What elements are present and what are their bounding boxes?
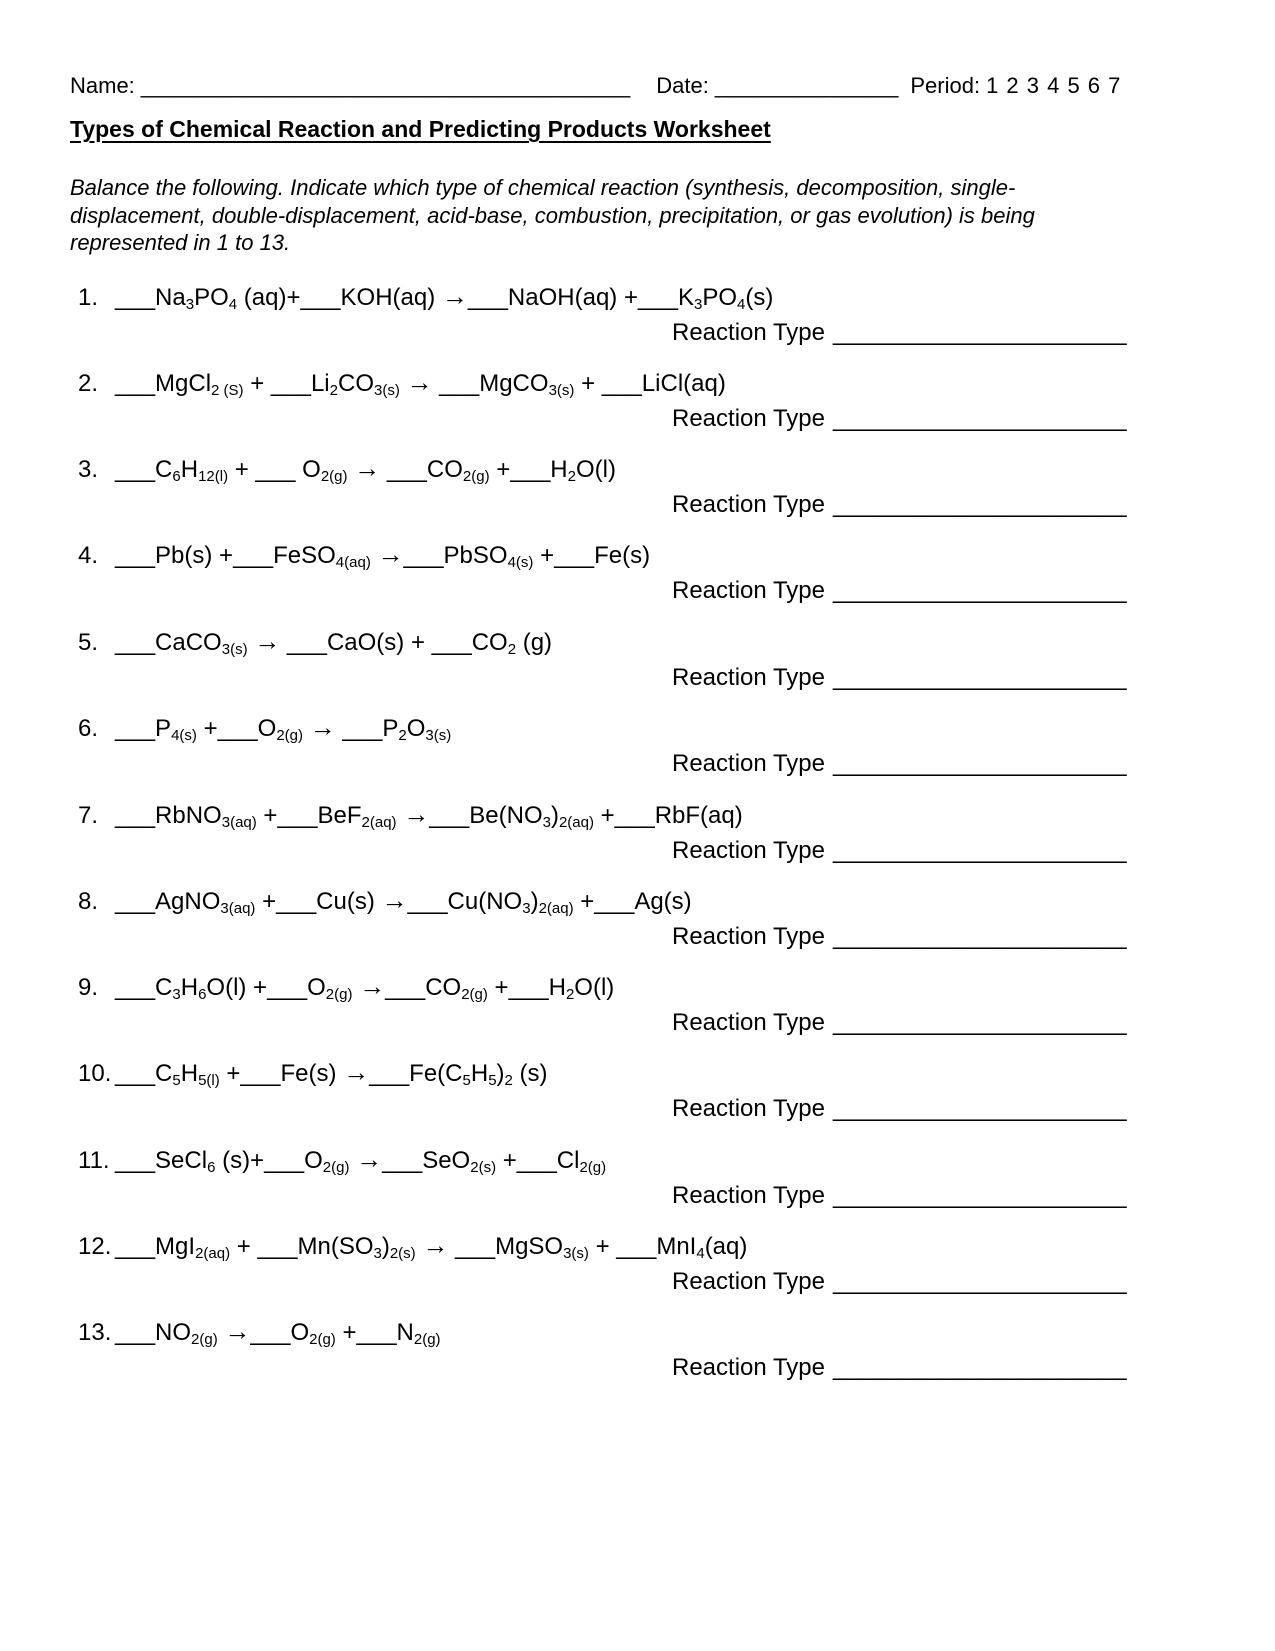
formula-subscript: 2(g) [461, 986, 488, 1003]
equation [70, 1316, 1210, 1351]
reaction-type-blank-line: ______________________ [833, 1268, 1127, 1295]
formula-subscript: 2(aq) [195, 1245, 231, 1262]
formula-subscript: 2(g) [579, 1159, 607, 1176]
formula-text: H [180, 456, 199, 483]
formula-subscript: 2(s) [389, 1245, 416, 1262]
formula-subscript: 3(s) [563, 1245, 589, 1262]
question-number: 8. [78, 888, 99, 915]
formula-subscript: 2(g) [325, 986, 353, 1003]
reaction-type-row [70, 1353, 1210, 1383]
formula-subscript: 12(l) [198, 468, 229, 485]
equation [70, 1144, 1210, 1179]
reaction-type-label: Reaction Type [672, 923, 825, 950]
formula-subscript: 3(aq) [220, 900, 256, 917]
question-number: 4. [78, 542, 99, 569]
formula-text: + ___MnI [588, 1233, 697, 1260]
question-number: 13. [78, 1319, 112, 1346]
formula-subscript: 3 [694, 296, 703, 313]
arrow-icon: → [254, 626, 281, 656]
formula-text: CO [337, 370, 374, 397]
reaction-type-blank-line: ______________________ [833, 1354, 1127, 1381]
formula-text: (g) [516, 629, 553, 656]
formula-text: PO [194, 284, 229, 311]
arrow-icon: → [309, 712, 336, 742]
formula-subscript: 3(s) [373, 382, 400, 399]
formula-subscript: 5(l) [198, 1072, 220, 1089]
question-number: 10. [78, 1060, 112, 1087]
formula-subscript: 2 [504, 1072, 513, 1089]
formula-text: ___C [115, 456, 173, 483]
formula-text: ) [550, 802, 559, 829]
formula-subscript: 2(aq) [538, 900, 574, 917]
period-label: Period: [910, 73, 981, 98]
question-item [70, 799, 1210, 866]
formula-text: +___Cu(s) [255, 888, 382, 915]
reaction-type-row [70, 404, 1210, 434]
formula-text: (s) [512, 1060, 548, 1087]
reaction-type-blank-line: ______________________ [833, 405, 1127, 432]
reaction-type-label: Reaction Type [672, 1095, 825, 1122]
formula-subscript: 4 [696, 1245, 705, 1262]
equation [70, 971, 1210, 1006]
arrow-icon: → [441, 281, 468, 311]
formula-subscript: 3 [522, 900, 531, 917]
formula-text: H [180, 1060, 199, 1087]
name-blank-line: ________________________________________ [140, 73, 631, 98]
reaction-type-row [70, 1267, 1210, 1297]
formula-text: (s)+___O [215, 1147, 323, 1174]
formula-text: +___O [196, 715, 277, 742]
formula-subscript: 2(g) [322, 1159, 350, 1176]
reaction-type-row [70, 490, 1210, 520]
formula-text: ___SeCl [115, 1147, 208, 1174]
arrow-icon: → [224, 1316, 251, 1346]
reaction-type-row [70, 1008, 1210, 1038]
formula-text: H [470, 1060, 489, 1087]
reaction-type-blank-line: ______________________ [833, 1182, 1127, 1209]
formula-subscript: 2(g) [309, 1331, 336, 1348]
equation [70, 712, 1210, 747]
reaction-type-row [70, 836, 1210, 866]
formula-text: ___AgNO [115, 888, 221, 915]
formula-subscript: 3(aq) [221, 814, 257, 831]
reaction-type-blank-line: ______________________ [833, 837, 1127, 864]
arrow-icon: → [356, 1144, 383, 1174]
formula-subscript: 2 [565, 986, 575, 1003]
question-item [70, 1316, 1210, 1383]
arrow-icon: → [354, 453, 381, 483]
formula-text: +___RbF(aq) [593, 802, 743, 829]
formula-text: ___P [115, 715, 172, 742]
formula-text: PO [702, 284, 738, 311]
reaction-type-row [70, 1181, 1210, 1211]
formula-text: ___P [335, 715, 399, 742]
formula-subscript: 4 [228, 296, 238, 313]
formula-subscript: 3(s) [548, 382, 575, 399]
reaction-type-label: Reaction Type [672, 837, 825, 864]
question-number: 5. [78, 629, 99, 656]
formula-text: +___H [489, 456, 568, 483]
question-item [70, 712, 1210, 779]
formula-subscript: 2 (S) [211, 382, 244, 399]
formula-text: +___Ag(s) [573, 888, 692, 915]
instructions-line-3: represented in 1 to 13. [70, 230, 291, 255]
equation [70, 626, 1210, 661]
reaction-type-blank-line: ______________________ [833, 750, 1127, 777]
formula-subscript: 2 [567, 468, 576, 485]
formula-text: ___Pb(s) +___FeSO [115, 542, 336, 569]
instructions [70, 174, 1035, 257]
period-options: 1 2 3 4 5 6 7 [986, 73, 1122, 98]
formula-subscript: 4(aq) [335, 554, 371, 571]
equation [70, 281, 1210, 316]
formula-text: ___Na [115, 284, 186, 311]
reaction-type-label: Reaction Type [672, 1268, 825, 1295]
question-number: 9. [78, 974, 99, 1001]
formula-text: O [406, 715, 426, 742]
reaction-type-blank-line: ______________________ [833, 664, 1127, 691]
equation [70, 1057, 1210, 1092]
arrow-icon: → [403, 799, 430, 829]
formula-subscript: 5 [462, 1072, 471, 1089]
arrow-icon: → [422, 1230, 449, 1260]
formula-text: ___MgI [115, 1233, 196, 1260]
formula-text: ___CaCO [115, 629, 222, 656]
question-item [70, 626, 1210, 693]
formula-text: ) [381, 1233, 390, 1260]
question-number: 1. [78, 284, 99, 311]
formula-subscript: 2(g) [462, 468, 490, 485]
formula-subscript: 3 [172, 986, 181, 1003]
formula-text: + ___LiCl(aq) [574, 370, 726, 397]
question-item [70, 539, 1210, 606]
instructions-line-2: displacement, double-displacement, acid-base, combustion, precipitation, or gas evolution) is being [70, 202, 1035, 228]
formula-text: (aq) [704, 1233, 748, 1260]
reaction-type-blank-line: ______________________ [833, 577, 1127, 604]
formula-subscript: 2(g) [320, 468, 348, 485]
formula-text: ___MgCl [115, 370, 212, 397]
formula-subscript: 2 [398, 727, 407, 744]
reaction-type-label: Reaction Type [672, 1009, 825, 1036]
formula-subscript: 2(aq) [361, 814, 397, 831]
date-blank-line: _______________ [714, 73, 899, 98]
formula-text: O(l) +___O [206, 974, 326, 1001]
formula-text: +___BeF [256, 802, 362, 829]
formula-subscript: 2(s) [470, 1159, 497, 1176]
formula-text: ___NO [115, 1319, 192, 1346]
reaction-type-row [70, 922, 1210, 952]
reaction-type-row [70, 576, 1210, 606]
reaction-type-label: Reaction Type [672, 750, 825, 777]
formula-subscript: 2 [507, 641, 517, 658]
arrow-icon: → [381, 885, 408, 915]
name-label: Name: [70, 73, 135, 98]
formula-text: ___NaOH(aq) +___K [467, 284, 695, 311]
reaction-type-label: Reaction Type [672, 491, 825, 518]
formula-text: ___Be(NO [429, 802, 543, 829]
reaction-type-row [70, 1094, 1210, 1124]
formula-text: ___C [115, 974, 173, 1001]
question-number: 2. [78, 370, 99, 397]
formula-subscript: 4(s) [171, 727, 197, 744]
arrow-icon: → [377, 539, 404, 569]
formula-subscript: 6 [198, 986, 207, 1003]
formula-text: ___CaO(s) + ___CO [280, 629, 508, 656]
question-item [70, 281, 1210, 348]
formula-subscript: 3(s) [221, 641, 248, 658]
arrow-icon: → [359, 971, 386, 1001]
question-number: 7. [78, 802, 99, 829]
formula-text: ___PbSO [403, 542, 508, 569]
equation [70, 539, 1210, 574]
formula-subscript: 4(s) [507, 554, 534, 571]
formula-subscript: 3(s) [425, 727, 452, 744]
formula-text: ) [530, 888, 539, 915]
reaction-type-label: Reaction Type [672, 577, 825, 604]
reaction-type-blank-line: ______________________ [833, 1009, 1127, 1036]
reaction-type-blank-line: ______________________ [833, 923, 1127, 950]
question-item [70, 885, 1210, 952]
formula-text: ___MgSO [448, 1233, 564, 1260]
arrow-icon: → [343, 1057, 370, 1087]
formula-subscript: 3 [185, 296, 195, 313]
reaction-type-blank-line: ______________________ [833, 319, 1127, 346]
formula-subscript: 5 [172, 1072, 181, 1089]
instructions-line-1: Balance the following. Indicate which type of chemical reaction (synthesis, decomposition, single- [70, 175, 1016, 200]
question-item [70, 453, 1210, 520]
page-title: Types of Chemical Reaction and Predicting Products Worksheet [70, 116, 771, 142]
formula-text: +___N [335, 1319, 414, 1346]
reaction-type-label: Reaction Type [672, 405, 825, 432]
formula-text: O(l) [574, 974, 615, 1001]
formula-subscript: 2(g) [413, 1331, 441, 1348]
formula-text: ___CO [380, 456, 463, 483]
formula-subscript: 2(aq) [558, 814, 594, 831]
formula-text: + ___ O [228, 456, 321, 483]
formula-text: ) [496, 1060, 505, 1087]
formula-text [400, 370, 407, 397]
reaction-type-label: Reaction Type [672, 664, 825, 691]
reaction-type-label: Reaction Type [672, 1354, 825, 1381]
formula-subscript: 3 [542, 814, 551, 831]
question-item [70, 367, 1210, 434]
equation [70, 885, 1210, 920]
formula-subscript: 6 [207, 1159, 216, 1176]
date-label: Date: [656, 73, 709, 98]
formula-subscript: 6 [172, 468, 181, 485]
formula-text [303, 715, 310, 742]
formula-text: (aq)+___KOH(aq) [237, 284, 442, 311]
question-number: 6. [78, 715, 99, 742]
formula-text: ___MgCO [432, 370, 549, 397]
equation [70, 799, 1210, 834]
reaction-type-row [70, 663, 1210, 693]
formula-subscript: 2(g) [191, 1331, 218, 1348]
header-row [70, 73, 1121, 99]
formula-subscript: 5 [488, 1072, 497, 1089]
formula-text: ___C [115, 1060, 173, 1087]
formula-text: +___Fe(s) [533, 542, 651, 569]
reaction-type-row [70, 749, 1210, 779]
arrow-icon: → [406, 367, 433, 397]
formula-text: ___O [250, 1319, 310, 1346]
formula-text: + ___Mn(SO [230, 1233, 374, 1260]
reaction-type-row [70, 318, 1210, 348]
question-item [70, 971, 1210, 1038]
formula-text: ___CO [385, 974, 462, 1001]
reaction-type-label: Reaction Type [672, 319, 825, 346]
reaction-type-blank-line: ______________________ [833, 1095, 1127, 1122]
question-number: 3. [78, 456, 99, 483]
reaction-type-label: Reaction Type [672, 1182, 825, 1209]
formula-subscript: 2(g) [276, 727, 303, 744]
question-number: 11. [78, 1147, 110, 1174]
formula-text: ___RbNO [115, 802, 222, 829]
question-item [70, 1144, 1210, 1211]
formula-text: ___SeO [382, 1147, 471, 1174]
formula-text: H [180, 974, 199, 1001]
formula-text: + ___Li [243, 370, 330, 397]
equation [70, 367, 1210, 402]
formula-text: ___Cu(NO [407, 888, 523, 915]
formula-subscript: 4 [737, 296, 746, 313]
equation [70, 453, 1210, 488]
question-number: 12. [78, 1233, 112, 1260]
formula-text [371, 542, 378, 569]
question-item [70, 1057, 1210, 1124]
formula-text: +___H [487, 974, 566, 1001]
formula-text: +___Fe(s) [219, 1060, 344, 1087]
question-item [70, 1230, 1210, 1297]
formula-text: +___Cl [496, 1147, 580, 1174]
formula-subscript: 2 [329, 382, 338, 399]
formula-subscript: 3 [373, 1245, 382, 1262]
formula-text: O(l) [575, 456, 616, 483]
equation [70, 1230, 1210, 1265]
formula-text: ___Fe(C [369, 1060, 463, 1087]
reaction-type-blank-line: ______________________ [833, 491, 1127, 518]
formula-text: (s) [745, 284, 774, 311]
